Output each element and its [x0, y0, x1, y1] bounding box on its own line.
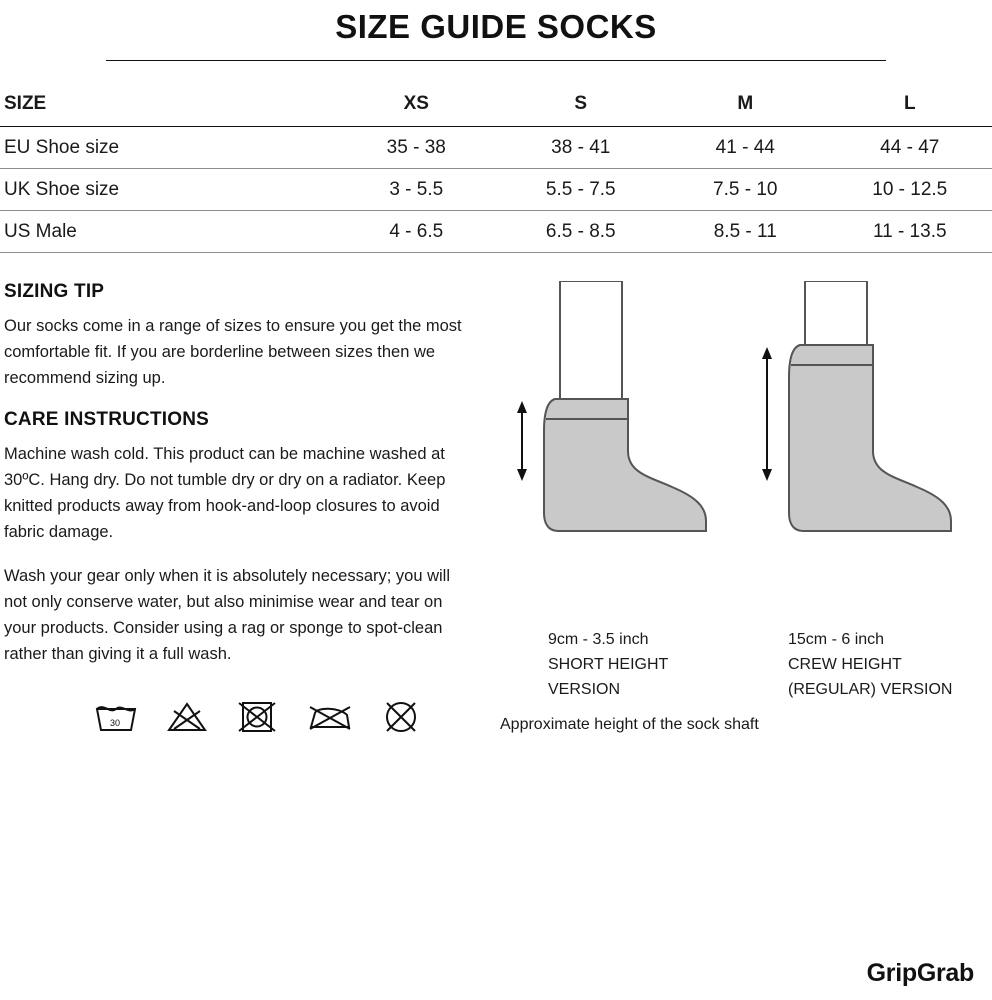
table-row — [0, 211, 992, 253]
machine-wash-30-icon — [94, 701, 138, 733]
short-sock-height-arrow — [517, 401, 527, 481]
table-row — [0, 169, 992, 211]
size-table-body — [0, 127, 992, 253]
size-table — [0, 83, 992, 253]
cell-uk-l: 10 - 12.5 — [828, 169, 992, 211]
short-sock-line2: SHORT HEIGHT — [548, 656, 669, 673]
crew-sock-measure: 15cm - 6 inch — [788, 631, 885, 648]
row-label-eu: EU Shoe size — [0, 127, 334, 169]
crew-sock-caption — [788, 627, 952, 702]
column-header-xs: XS — [334, 83, 499, 127]
care-paragraph-1: Machine wash cold. This product can be machine washed at 30ºC. Hang dry. Do not tumble dry or dry on a radiator. Keep knitted products away from hook-and-loop closures to avoid fabric damage. — [4, 445, 446, 541]
crew-sock-graphic — [762, 281, 951, 531]
row-label-us-male: US Male — [0, 211, 334, 253]
column-header-l: L — [828, 83, 992, 127]
page-title: SIZE GUIDE SOCKS — [335, 8, 657, 45]
brand-logo: GripGrab — [866, 959, 974, 987]
short-sock-measure: 9cm - 3.5 inch — [548, 631, 649, 648]
cell-eu-xs: 35 - 38 — [334, 127, 499, 169]
cell-uk-m: 7.5 - 10 — [663, 169, 828, 211]
do-not-iron-icon — [306, 701, 354, 733]
cell-uk-s: 5.5 - 7.5 — [499, 169, 664, 211]
care-symbol-row — [94, 701, 500, 733]
do-not-tumble-dry-icon — [236, 701, 278, 733]
crew-sock-line3: (REGULAR) VERSION — [788, 681, 953, 698]
short-sock-caption — [548, 627, 788, 702]
lower-content — [0, 281, 992, 734]
size-table-head — [0, 83, 992, 127]
sizing-tip-text: Our socks come in a range of sizes to ensure you get the most comfortable fit. If you are borderline between sizes then we recommend sizing up. — [4, 317, 462, 387]
care-paragraph-2: Wash your gear only when it is absolutely necessary; you will not only conserve water, but also minimise wear and tear on your products. Consider using a rag or sponge to spot-clean rather than giving it a full wash. — [4, 567, 451, 663]
cell-us-xs: 4 - 6.5 — [334, 211, 499, 253]
table-header-row — [0, 83, 992, 127]
cell-eu-m: 41 - 44 — [663, 127, 828, 169]
text-column — [0, 281, 500, 734]
column-header-s: S — [499, 83, 664, 127]
column-header-m: M — [663, 83, 828, 127]
do-not-dry-clean-icon — [382, 701, 420, 733]
care-instructions-heading: CARE INSTRUCTIONS — [4, 409, 210, 430]
row-label-uk: UK Shoe size — [0, 169, 334, 211]
sizing-tip-heading: SIZING TIP — [4, 281, 105, 302]
title-divider — [106, 60, 886, 61]
short-sock-graphic — [517, 281, 706, 531]
sock-shaft-note: Approximate height of the sock shaft — [500, 716, 759, 733]
cell-uk-xs: 3 - 5.5 — [334, 169, 499, 211]
cell-us-s: 6.5 - 8.5 — [499, 211, 664, 253]
sock-captions — [500, 627, 992, 702]
cell-eu-s: 38 - 41 — [499, 127, 664, 169]
cell-us-l: 11 - 13.5 — [828, 211, 992, 253]
column-header-size: SIZE — [0, 83, 334, 127]
crew-sock-line2: CREW HEIGHT — [788, 656, 902, 673]
sock-illustration — [500, 281, 992, 621]
cell-eu-l: 44 - 47 — [828, 127, 992, 169]
table-row — [0, 127, 992, 169]
short-sock-line3: VERSION — [548, 681, 621, 698]
sock-illustration-column — [500, 281, 992, 734]
crew-sock-height-arrow — [762, 347, 772, 481]
machine-wash-temp-label: 30 — [110, 718, 121, 728]
cell-us-m: 8.5 - 11 — [663, 211, 828, 253]
do-not-bleach-icon — [166, 701, 208, 733]
